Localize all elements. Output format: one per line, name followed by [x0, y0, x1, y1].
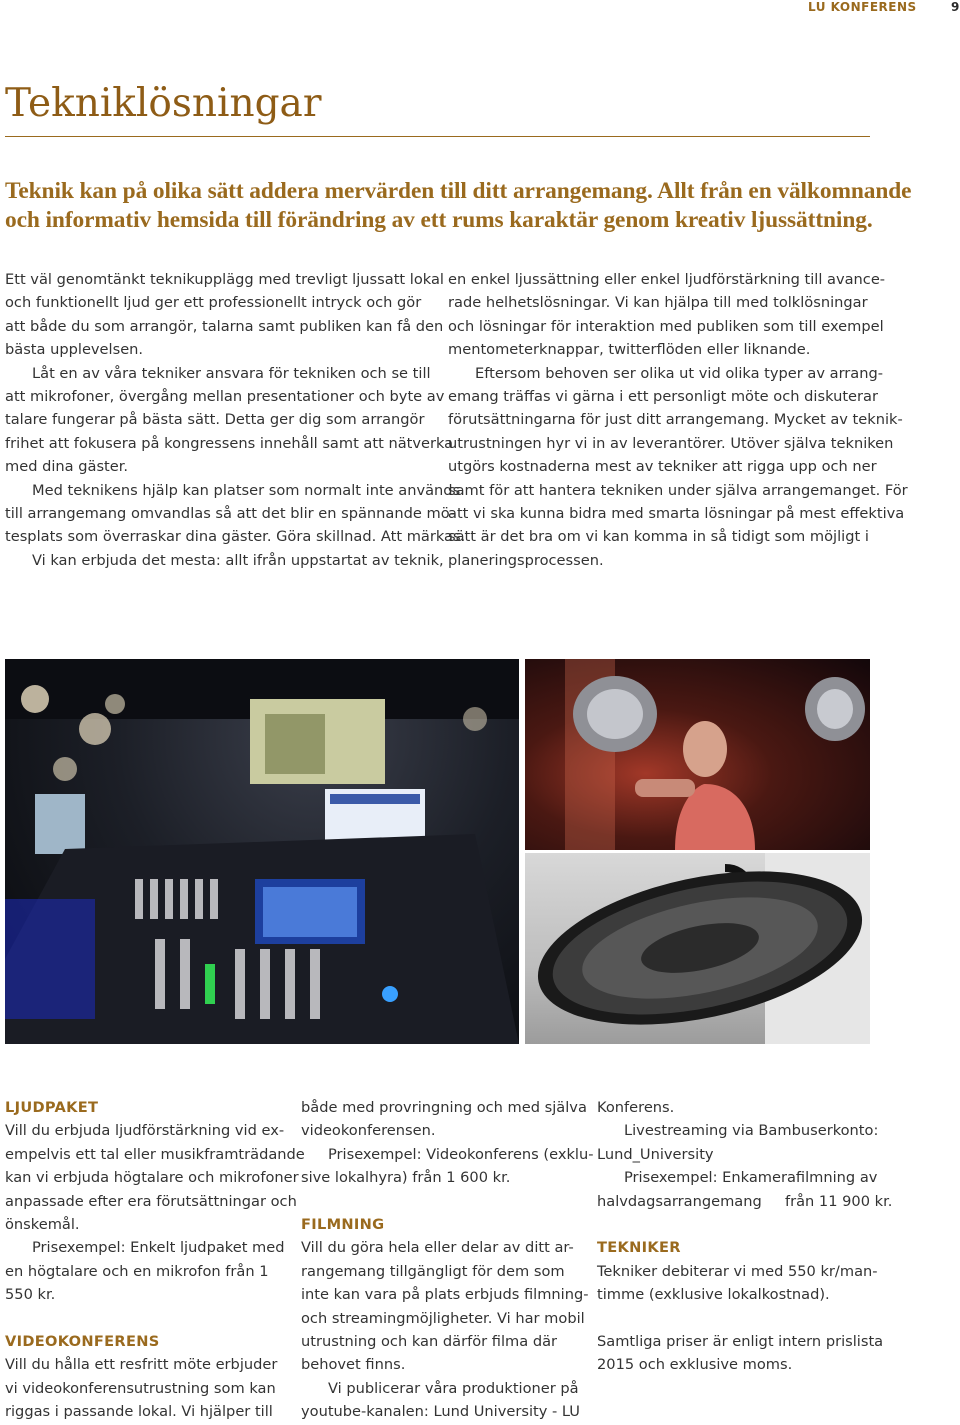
body-line: Vi kan erbjuda det mesta: allt ifrån uppstartat av teknik,: [32, 551, 444, 569]
text-line: Livestreaming via Bambuserkonto:: [624, 1122, 879, 1140]
body-line: utgörs kostnaderna mest av tekniker att rigga upp och ner: [448, 458, 877, 476]
lead-line: Teknik kan på olika sätt addera mervärden till ditt arrangemang. Allt från en välkomnande: [5, 178, 912, 204]
text-line: kan vi erbjuda högtalare och mikrofoner: [5, 1169, 299, 1187]
body-line: Ett väl genomtänkt teknikupplägg med trevligt ljussatt lokal: [5, 271, 444, 288]
section-heading-filmning: FILMNING: [301, 1216, 385, 1234]
price-line: Prisexempel: Enkamerafilmning av: [624, 1169, 878, 1187]
page-number: 9: [951, 0, 960, 14]
text-line: timme (exklusive lokalkostnad).: [597, 1286, 830, 1304]
running-header: [0, 0, 960, 18]
body-line: Med teknikens hjälp kan platser som normalt inte används: [32, 481, 461, 499]
price-line: sive lokalhyra) från 1 600 kr.: [301, 1169, 511, 1187]
body-line: planeringsprocessen.: [448, 551, 604, 569]
pricing-note: 2015 och exklusive moms.: [597, 1356, 793, 1374]
body-line: bästa upplevelsen.: [5, 341, 144, 359]
body-line: tesplats som överraskar dina gäster. Göra skillnad. Att märkas.: [5, 528, 466, 546]
bottom-column-1: [5, 1096, 305, 1424]
text-line: Vill du göra hela eller delar av ditt ar-: [301, 1239, 574, 1257]
body-line: och lösningar för interaktion med publiken som till exempel: [448, 317, 884, 335]
body-column-left: [5, 268, 466, 572]
technician-photo: [525, 659, 870, 850]
body-line: att både du som arrangör, talarna samt publiken kan få den: [5, 317, 444, 335]
body-line: en enkel ljussättning eller enkel ljudförstärkning till avance-: [448, 271, 886, 288]
body-line: att mikrofoner, övergång mellan presentationer och byte av: [5, 388, 445, 406]
lead-paragraph: [5, 177, 912, 235]
price-line: en högtalare och en mikrofon från 1: [5, 1262, 269, 1280]
body-line: utrustningen hyr vi in av leverantörer. Utöver själva tekniken: [448, 434, 894, 452]
body-line: frihet att fokusera på kongressens innehåll samt att nätverka: [5, 434, 454, 452]
text-line: youtube-kanalen: Lund University - LU: [301, 1403, 580, 1421]
text-line: Lund_University: [597, 1145, 714, 1163]
bottom-column-3: [597, 1096, 893, 1377]
text-line: Tekniker debiterar vi med 550 kr/man-: [597, 1262, 878, 1280]
price-line: halvdagsarrangemang från 11 900 kr.: [597, 1192, 893, 1210]
body-line: att vi ska kunna bidra med smarta lösningar på mest effektiva: [448, 505, 905, 523]
body-line: till arrangemang omvandlas så att det blir en spännande mö-: [5, 505, 456, 523]
body-line: samt för att hantera tekniken under själva arrangemanget. För: [448, 481, 908, 499]
lamp-fixture-photo: [525, 853, 870, 1044]
header-title: LU KONFERENS: [808, 0, 917, 14]
body-line: Eftersom behoven ser olika ut vid olika typer av arrang-: [475, 364, 884, 382]
body-line: och funktionellt ljud ger ett professionellt intryck och gör: [5, 294, 422, 312]
body-line: rade helhetslösningar. Vi kan hjälpa till med tolklösningar: [448, 294, 868, 312]
text-line: Konferens.: [597, 1099, 675, 1116]
text-line: önskemål.: [5, 1216, 80, 1234]
body-line: Låt en av våra tekniker ansvara för tekniken och se till: [32, 364, 431, 382]
body-line: sätt är det bra om vi kan komma in så tidigt som möjligt i: [448, 528, 869, 546]
text-line: riggas i passande lokal. Vi hjälper till: [5, 1403, 273, 1421]
price-line: Prisexempel: Videokonferens (exklu-: [328, 1145, 594, 1163]
body-line: emang träffas vi gärna i ett personligt möte och diskuterar: [448, 388, 878, 406]
text-line: inte kan vara på plats erbjuds filmning-: [301, 1286, 589, 1304]
text-line: behovet finns.: [301, 1356, 406, 1374]
text-line: vi videokonferensutrustning som kan: [5, 1379, 276, 1397]
price-line: Prisexempel: Enkelt ljudpaket med: [32, 1239, 285, 1257]
body-line: med dina gäster.: [5, 458, 129, 476]
section-heading-tekniker: TEKNIKER: [597, 1239, 681, 1257]
price-line: 550 kr.: [5, 1286, 56, 1304]
text-line: empelvis ett tal eller musikframträdande: [5, 1145, 305, 1163]
body-column-right: [448, 268, 908, 572]
text-line: anpassade efter era förutsättningar och: [5, 1192, 297, 1210]
text-line: både med provringning och med själva: [301, 1099, 587, 1116]
page-title: Tekniklösningar: [5, 81, 322, 126]
text-line: Vill du erbjuda ljudförstärkning vid ex-: [5, 1122, 285, 1140]
text-line: videokonferensen.: [301, 1122, 436, 1140]
mixing-console-photo: [5, 659, 519, 1044]
body-line: mentometerknappar, twitterflöden eller liknande.: [448, 341, 811, 359]
text-line: rangemang tillgängligt för dem som: [301, 1262, 565, 1280]
text-line: Vill du hålla ett resfritt möte erbjuder: [5, 1356, 278, 1374]
lead-line: och informativ hemsida till förändring av ett rums karaktär genom kreativ ljussättning.: [5, 207, 873, 233]
body-line: förutsättningarna för just ditt arrangemang. Mycket av teknik-: [448, 411, 903, 429]
bottom-column-2: [301, 1096, 594, 1424]
text-line: och streamingmöjligheter. Vi har mobil: [301, 1309, 585, 1327]
body-line: talare fungerar på bästa sätt. Detta ger dig som arrangör: [5, 411, 425, 429]
text-line: utrustning och kan därför filma där: [301, 1333, 558, 1351]
section-heading-ljudpaket: LJUDPAKET: [5, 1099, 99, 1116]
pricing-note: Samtliga priser är enligt intern prislista: [597, 1333, 884, 1351]
title-divider: [5, 136, 870, 137]
section-heading-videokonferens: VIDEOKONFERENS: [5, 1333, 160, 1351]
text-line: Vi publicerar våra produktioner på: [328, 1379, 579, 1397]
